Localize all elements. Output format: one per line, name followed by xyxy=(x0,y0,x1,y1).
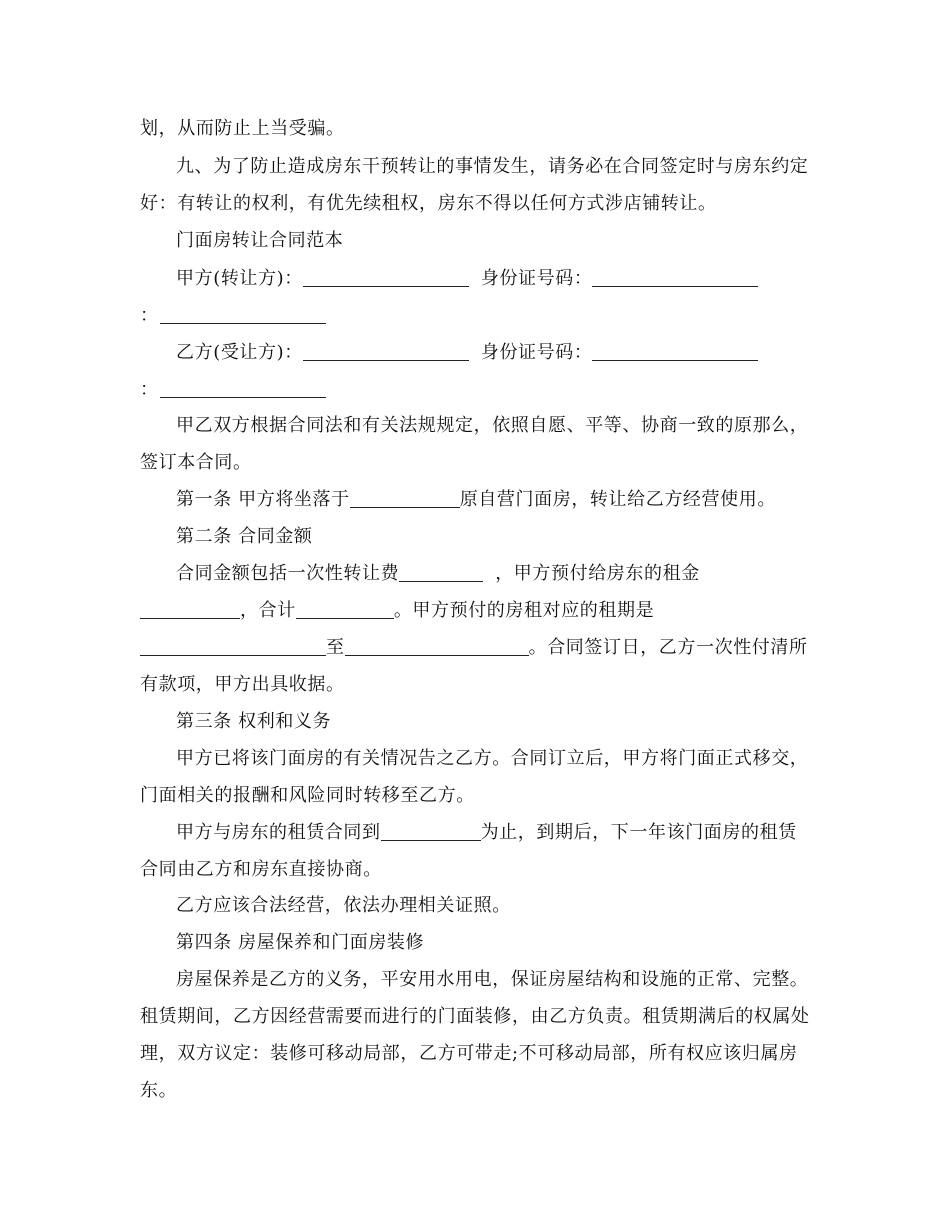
party-b-row xyxy=(176,341,758,365)
text-line: 门面相关的报酬和风险同时转移至乙方。 xyxy=(140,785,475,806)
article-4-title: 第四条 房屋保养和门面房装修 xyxy=(176,932,425,953)
art1-post: 原自营门面房，转让给乙方经营使用。 xyxy=(459,489,776,510)
id-b-blank[interactable] xyxy=(592,342,758,361)
to-label: 至 xyxy=(326,637,345,658)
location-blank[interactable] xyxy=(350,489,460,508)
r2-post: 为止，到期后，下一年该门面房的租赁 xyxy=(480,822,797,843)
amount-row xyxy=(176,562,700,586)
article-1 xyxy=(176,488,776,512)
id-label-a: 身份证号码： xyxy=(480,268,593,289)
text-line: 有款项，甲方出具收据。 xyxy=(140,674,345,695)
party-a-label: 甲方(转让方)： xyxy=(176,268,303,289)
lease-end-blank[interactable] xyxy=(381,822,481,841)
pay-text: 。合同签订日，乙方一次性付清所 xyxy=(528,637,808,658)
article-3-title: 第三条 权利和义务 xyxy=(176,711,332,732)
text-line: 房屋保养是乙方的义务，平安用水用电，保证房屋结构和设施的正常、完整。 xyxy=(176,969,809,990)
period-text: 。甲方预付的房租对应的租期是 xyxy=(393,600,655,621)
text-line: 乙方应该合法经营，依法办理相关证照。 xyxy=(176,895,511,916)
party-b-blank[interactable] xyxy=(303,342,469,361)
text-line: 划，从而防止上当受骗。 xyxy=(140,118,345,139)
text-line: 合同由乙方和房东直接协商。 xyxy=(140,859,382,880)
amt-post: ，甲方预付给房东的租金 xyxy=(495,563,700,584)
amount-row-2 xyxy=(140,599,654,623)
text-line: 签订本合同。 xyxy=(140,452,252,473)
transfer-fee-blank[interactable] xyxy=(399,563,483,582)
art1-pre: 第一条 甲方将坐落于 xyxy=(176,489,350,510)
party-b-cont-row xyxy=(140,378,326,402)
section-title: 门面房转让合同范本 xyxy=(176,230,344,251)
colon-a: ： xyxy=(140,305,159,326)
text-line: 理，双方议定：装修可移动局部，乙方可带走;不可移动局部，所有权应该归属房 xyxy=(140,1043,798,1064)
period-end-blank[interactable] xyxy=(345,637,529,656)
party-b-label: 乙方(受让方)： xyxy=(176,342,303,363)
amt-pre: 合同金额包括一次性转让费 xyxy=(176,563,400,584)
text-line: 九、为了防止造成房东干预转让的事情发生，请务必在合同签定时与房东约定 xyxy=(176,156,809,177)
party-b-extra-blank[interactable] xyxy=(160,379,326,398)
text-line: 东。 xyxy=(140,1080,178,1101)
article-2-title: 第二条 合同金额 xyxy=(176,526,313,547)
text-line: 甲方已将该门面房的有关情况告之乙方。合同订立后，甲方将门面正式移交， xyxy=(176,748,809,769)
text-line: 租赁期间，乙方因经营需要而进行的门面装修，由乙方负责。租赁期满后的权属处 xyxy=(140,1006,810,1027)
lease-row xyxy=(176,821,797,845)
total-label: ，合计 xyxy=(240,600,296,621)
party-a-blank[interactable] xyxy=(303,268,469,287)
party-a-row xyxy=(176,267,758,291)
r2-pre: 甲方与房东的租赁合同到 xyxy=(176,822,381,843)
id-label-b: 身份证号码： xyxy=(480,342,593,363)
period-start-blank[interactable] xyxy=(140,637,326,656)
text-line: 甲乙双方根据合同法和有关法规规定，依照自愿、平等、协商一致的原那么， xyxy=(176,415,809,436)
rent-blank[interactable] xyxy=(140,600,240,619)
party-a-extra-blank[interactable] xyxy=(160,305,326,324)
period-row xyxy=(140,636,808,660)
party-a-cont-row xyxy=(140,304,326,328)
total-blank[interactable] xyxy=(296,600,394,619)
text-line: 好：有转让的权利，有优先续租权，房东不得以任何方式涉店铺转让。 xyxy=(140,193,717,214)
colon-b: ： xyxy=(140,379,159,400)
id-a-blank[interactable] xyxy=(592,268,758,287)
